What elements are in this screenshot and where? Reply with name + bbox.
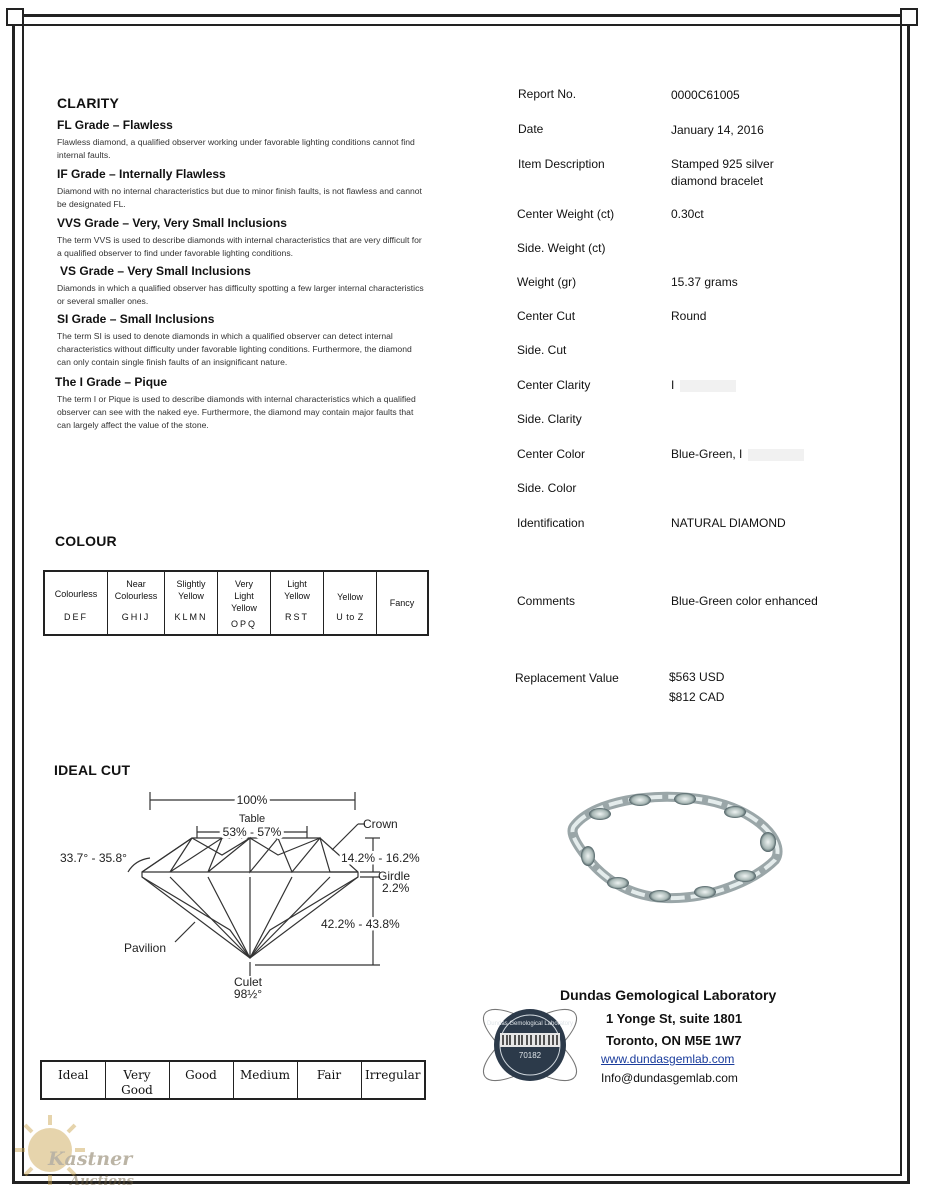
clarity-grade-desc: Diamonds in which a qualified observer has difficulty spotting a few larger internal characteristics or several smaller ones. [57, 283, 424, 306]
clarity-grade-desc: The term VVS is used to describe diamonds with internal characteristics that are very difficult for a qualified observer to find under favorable lighting conditions. [57, 235, 422, 258]
colour-cell [218, 571, 271, 635]
pavilion-arrow [175, 922, 195, 942]
cut-grade-cell: Medium [233, 1061, 297, 1099]
clarity-grade-desc: The term SI is used to denote diamonds in which a qualified observer can detect internal characteristics without difficulty under favorable lighting conditions. Furthermore, the diamond can only contain single finish faults of an insignificant nature. [57, 331, 412, 367]
weight-gr-value: 15.37 grams [671, 275, 738, 289]
center-weight-label: Center Weight (ct) [517, 207, 615, 221]
lab-address-2: Toronto, ON M5E 1W7 [606, 1033, 742, 1048]
colour-cell [324, 571, 377, 635]
identification-label: Identification [517, 516, 585, 530]
colour-cell [108, 571, 165, 635]
colour-scale-table [43, 570, 429, 636]
colour-cell-grades: KLMN [174, 612, 208, 622]
colour-heading: COLOUR [55, 533, 117, 549]
center-clarity-label: Center Clarity [517, 378, 591, 392]
redacted-clarity-mark [680, 380, 736, 392]
lab-name: Dundas Gemological Laboratory [560, 987, 777, 1003]
culet-label: Culet [233, 975, 263, 989]
colour-cell-grades: RST [285, 612, 309, 622]
clarity-grade-title: The I Grade – Pique [55, 375, 168, 389]
colour-cell-grades: GHIJ [121, 612, 151, 622]
replacement-value-label: Replacement Value [515, 671, 619, 685]
crown-height-label: 14.2% - 16.2% [341, 851, 420, 865]
side-cut-label: Side. Cut [517, 343, 567, 357]
cut-grade-cell: Ideal [41, 1061, 105, 1099]
cut-grade-table [40, 1060, 426, 1100]
colour-cell-name: Very Light Yellow [231, 579, 257, 613]
bracelet-link [581, 846, 595, 866]
lab-seal-logo [470, 990, 595, 1100]
item-description-value: Stamped 925 silver diamond bracelet [671, 157, 774, 188]
lab-address-1: 1 Yonge St, suite 1801 [606, 1011, 743, 1026]
colour-cell [44, 571, 108, 635]
bracelet-link [694, 886, 716, 898]
replacement-value-usd: $563 USD [669, 670, 725, 684]
table-range-label: 53% - 57% [222, 825, 282, 839]
diamond-cut-diagram [40, 780, 440, 1010]
girdle-label: Girdle [378, 869, 411, 883]
crown-angle-label: 33.7° - 35.8° [60, 851, 127, 865]
clarity-grade-title: VS Grade – Very Small Inclusions [60, 264, 251, 278]
colour-cell-grades: OPQ [230, 619, 257, 629]
colour-cell-name: Near Colourless [114, 579, 158, 601]
cut-grade-cell: Fair [297, 1061, 361, 1099]
center-weight-value: 0.30ct [671, 207, 704, 221]
frame-corner-top-right [900, 8, 918, 26]
clarity-grade-desc: Flawless diamond, a qualified observer working under favorable lighting conditions cannot find internal faults. [57, 137, 415, 160]
clarity-grade-desc: The term I or Pique is used to describe diamonds with internal characteristics which a qualified observer can see with the naked eye. Furthermore, the diamond may contain major faults that can largely affect the value of the stone. [57, 394, 416, 430]
item-description-label: Item Description [518, 157, 605, 171]
center-cut-value: Round [671, 309, 707, 323]
crown-label: Crown [363, 817, 398, 831]
date-label: Date [518, 122, 544, 136]
redacted-color-mark [748, 449, 804, 461]
pavilion-depth-label: 42.2% - 43.8% [321, 917, 400, 931]
seal-barcode [500, 1033, 560, 1047]
colour-cell-grades: DEF [64, 612, 88, 622]
center-cut-label: Center Cut [517, 309, 576, 323]
lab-website-link[interactable]: www.dundasgemlab.com [601, 1052, 735, 1066]
side-clarity-label: Side. Clarity [517, 412, 582, 426]
crown-facets-star [192, 838, 320, 855]
watermark-line-2: Auctions [70, 1174, 134, 1189]
table-label: Table [238, 813, 266, 825]
bracelet-link [589, 808, 611, 820]
side-weight-label: Side. Weight (ct) [517, 241, 606, 255]
colour-cell-name: Slightly Yellow [176, 579, 206, 601]
clarity-grade-title: VVS Grade – Very, Very Small Inclusions [57, 216, 287, 230]
cut-grade-cell: Very Good [105, 1061, 169, 1099]
seal-number: 70182 [518, 1051, 542, 1060]
colour-cell [165, 571, 218, 635]
pavilion-label: Pavilion [124, 941, 167, 955]
center-color-label: Center Color [517, 447, 586, 461]
auction-watermark-logo [10, 1105, 140, 1195]
colour-cell-name: Yellow [337, 592, 363, 602]
cut-grade-cell: Irregular [361, 1061, 425, 1099]
seal-text: Dundas Gemological Laboratory [486, 1021, 574, 1027]
bracelet-link [649, 890, 671, 902]
replacement-value-cad: $812 CAD [669, 690, 725, 704]
colour-cell-name: Light Yellow [284, 579, 310, 601]
crown-leader [332, 824, 358, 850]
clarity-grade-title: SI Grade – Small Inclusions [57, 312, 215, 326]
clarity-grade-title: FL Grade – Flawless [57, 118, 173, 132]
weight-gr-label: Weight (gr) [517, 275, 577, 289]
colour-cell [271, 571, 324, 635]
report-no-value: 0000C61005 [671, 88, 740, 102]
bracelet-link [760, 832, 776, 852]
side-color-label: Side. Color [517, 481, 577, 495]
clarity-grade-desc: Diamond with no internal characteristics but due to minor finish faults, is not flawless and cannot be designated FL. [57, 186, 422, 209]
width-label: 100% [236, 793, 268, 807]
comments-value: Blue-Green color enhanced [671, 594, 818, 608]
identification-value: NATURAL DIAMOND [671, 516, 786, 530]
ideal-cut-heading: IDEAL CUT [54, 762, 131, 778]
report-no-label: Report No. [518, 87, 577, 101]
clarity-heading: CLARITY [57, 95, 120, 111]
colour-cell-name: Colourless [54, 589, 98, 599]
colour-cell-grades: U to Z [336, 612, 364, 622]
bracelet-link [734, 870, 756, 882]
lab-email: Info@dundasgemlab.com [601, 1071, 738, 1085]
colour-cell-name: Fancy [389, 598, 415, 608]
girdle-value-label: 2.2% [382, 881, 410, 895]
center-clarity-value: I [671, 378, 675, 392]
colour-cell [377, 571, 429, 635]
cut-grade-cell: Good [169, 1061, 233, 1099]
bracelet-link [629, 794, 651, 806]
comments-label: Comments [517, 594, 576, 608]
watermark-line-1: Kastner [48, 1148, 133, 1170]
crown-angle-arc [128, 858, 150, 872]
bracelet-photo [560, 790, 790, 915]
frame-corner-top-left [6, 8, 24, 26]
bracelet-link [724, 806, 746, 818]
center-color-value: Blue-Green, I [671, 447, 743, 461]
clarity-grade-title: IF Grade – Internally Flawless [57, 167, 226, 181]
bracelet-link [607, 877, 629, 889]
culet-value-label: 98½° [233, 987, 263, 1001]
date-value: January 14, 2016 [671, 123, 764, 137]
bracelet-link [674, 793, 696, 805]
